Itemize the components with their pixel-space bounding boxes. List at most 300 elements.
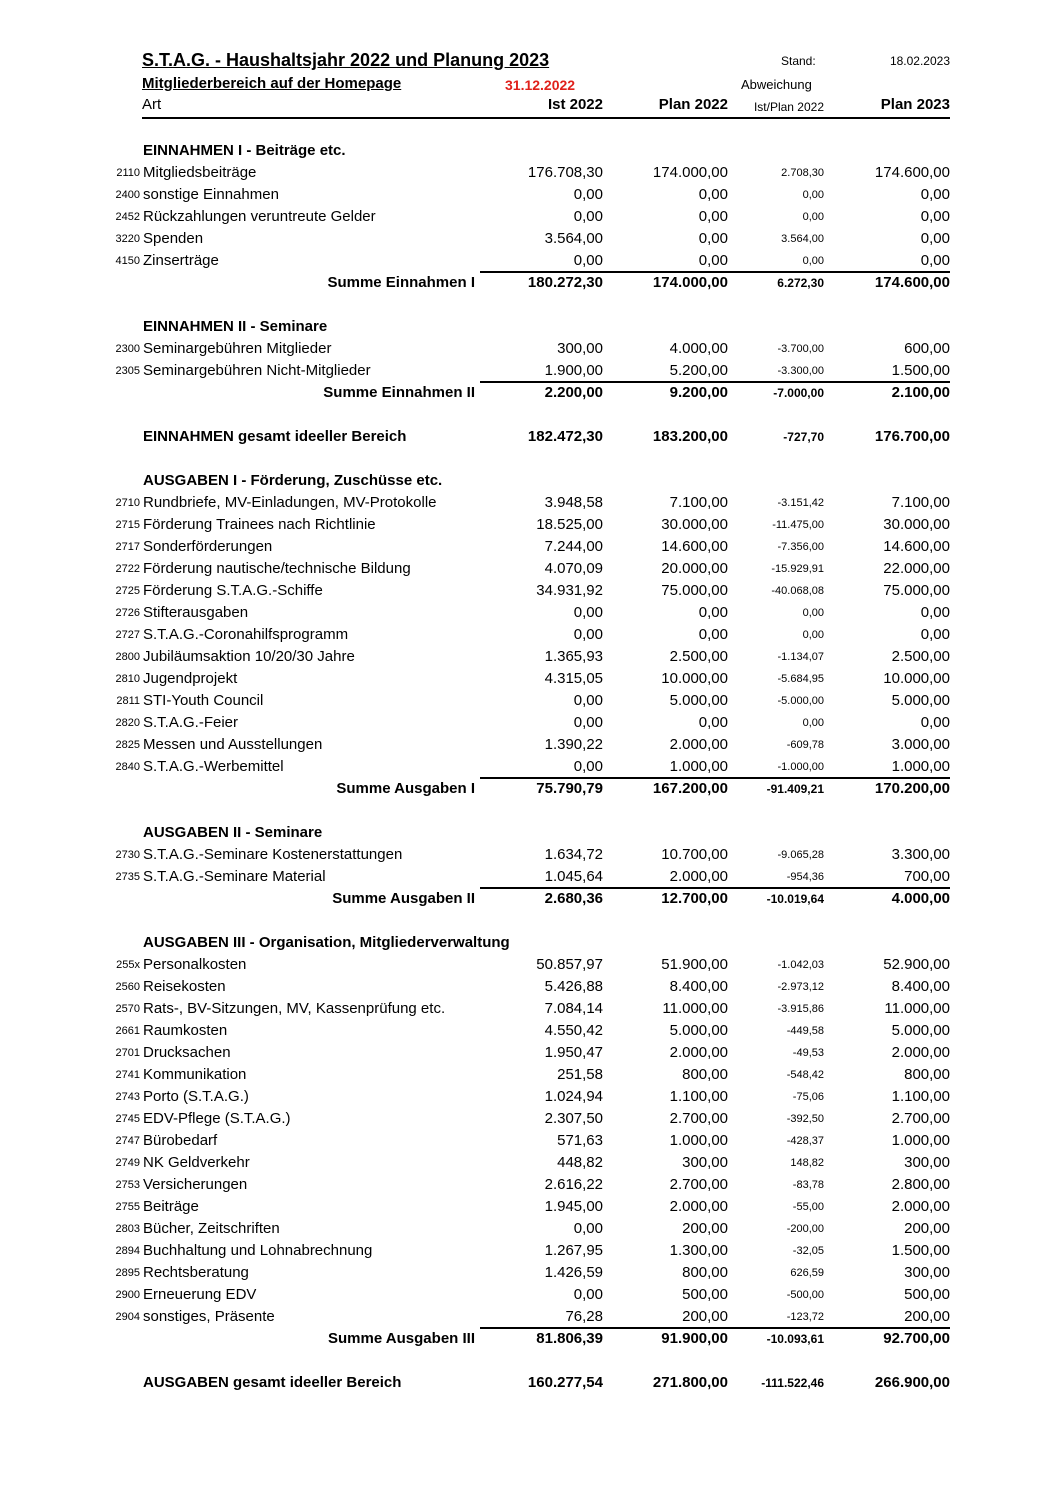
account-code: 2810 — [115, 673, 140, 685]
row-label: Raumkosten — [143, 1022, 228, 1039]
subtotal-label: Summe Ausgaben II — [332, 890, 475, 907]
row-label: Messen und Ausstellungen — [143, 736, 323, 753]
plan-2022-value: 14.600,00 — [661, 538, 728, 555]
plan-2022-value: 0,00 — [698, 714, 728, 731]
account-code: 2560 — [115, 981, 140, 993]
spacer-row — [0, 404, 1058, 426]
abweichung-header: Abweichung — [741, 77, 812, 92]
row-label: sonstige Einnahmen — [143, 186, 279, 203]
row-label: S.T.A.G.-Coronahilfsprogramm — [143, 626, 349, 643]
account-code: 2749 — [115, 1157, 140, 1169]
plan-2022-value: 1.000,00 — [669, 1132, 728, 1149]
ist-2022-value: 0,00 — [573, 186, 603, 203]
account-code: 2741 — [115, 1069, 140, 1081]
plan-2022-value: 0,00 — [698, 186, 728, 203]
deviation-value: -111.522,46 — [761, 1376, 824, 1390]
total-row — [0, 1372, 1058, 1394]
deviation-value: 2.708,30 — [781, 167, 824, 179]
plan-2023-value: 1.500,00 — [891, 1242, 950, 1259]
section-title: AUSGABEN II - Seminare — [143, 824, 323, 841]
table-row — [0, 360, 1058, 382]
plan-2023-value: 14.600,00 — [883, 538, 950, 555]
page-title: S.T.A.G. - Haushaltsjahr 2022 und Planung 2023 — [142, 50, 550, 70]
plan-2023-value: 0,00 — [920, 186, 950, 203]
row-label: Buchhaltung und Lohnabrechnung — [143, 1242, 373, 1259]
ist-2022-value: 2.680,36 — [544, 890, 603, 907]
plan-2022-value: 2.700,00 — [669, 1176, 728, 1193]
plan-2022-value: 11.000,00 — [662, 1000, 728, 1017]
plan-2023-value: 0,00 — [920, 252, 950, 269]
ist-2022-value: 1.945,00 — [544, 1198, 603, 1215]
plan-2022-value: 7.100,00 — [669, 494, 728, 511]
deviation-value: -548,42 — [786, 1069, 824, 1081]
table-row — [0, 162, 1058, 184]
account-code: 2300 — [115, 343, 140, 355]
ist-2022-value: 0,00 — [573, 692, 603, 709]
plan-2022-value: 0,00 — [698, 604, 728, 621]
row-label: Bücher, Zeitschriften — [143, 1220, 280, 1237]
ist-2022-value: 3.948,58 — [544, 494, 603, 511]
subtotal-row — [0, 778, 1058, 800]
account-code: 2825 — [115, 739, 140, 751]
account-code: 2900 — [115, 1289, 140, 1301]
subtotal-row — [0, 272, 1058, 294]
ist-2022-value: 7.244,00 — [544, 538, 603, 555]
deviation-value: -10.019,64 — [766, 892, 824, 906]
deviation-value: 148,82 — [790, 1157, 824, 1169]
row-label: S.T.A.G.-Feier — [143, 714, 239, 731]
ist-2022-value: 1.390,22 — [544, 736, 603, 753]
row-label: Rechtsberatung — [143, 1264, 249, 1281]
deviation-value: 0,00 — [802, 629, 824, 641]
plan-2022-value: 1.000,00 — [669, 758, 728, 775]
plan-2023-value: 3.300,00 — [891, 846, 950, 863]
table-row — [0, 1218, 1058, 1240]
account-code: 2743 — [115, 1091, 140, 1103]
ist-2022-value: 0,00 — [573, 1220, 603, 1237]
plan-2023-value: 92.700,00 — [883, 1330, 950, 1347]
plan-2022-value: 2.000,00 — [669, 736, 728, 753]
table-row — [0, 1152, 1058, 1174]
plan-2022-value: 2.000,00 — [669, 1044, 728, 1061]
account-code: 2730 — [115, 849, 140, 861]
reference-date: 31.12.2022 — [505, 77, 576, 93]
ist-2022-value: 0,00 — [573, 604, 603, 621]
plan-2022-value: 174.000,00 — [652, 274, 728, 291]
plan-2022-value: 5.200,00 — [669, 362, 728, 379]
section-title: AUSGABEN I - Förderung, Zuschüsse etc. — [143, 472, 443, 489]
total-label: AUSGABEN gesamt ideeller Bereich — [143, 1374, 402, 1391]
row-label: Versicherungen — [143, 1176, 248, 1193]
plan-2023-value: 2.500,00 — [891, 648, 950, 665]
account-code: 2840 — [115, 761, 140, 773]
plan-2023-value: 5.000,00 — [891, 1022, 950, 1039]
deviation-value: 0,00 — [802, 255, 824, 267]
ist-2022-value: 81.806,39 — [536, 1330, 603, 1347]
spacer-row — [0, 800, 1058, 822]
row-label: Beiträge — [143, 1198, 199, 1215]
plan-2023-value: 600,00 — [904, 340, 950, 357]
subtotal-label: Summe Einnahmen II — [323, 384, 475, 401]
deviation-value: 0,00 — [802, 717, 824, 729]
section-title: EINNAHMEN II - Seminare — [143, 318, 328, 335]
plan-2022-value: 300,00 — [682, 1154, 728, 1171]
row-label: Rückzahlungen veruntreute Gelder — [143, 208, 376, 225]
subtotal-row — [0, 382, 1058, 404]
account-code: 2904 — [115, 1311, 140, 1323]
deviation-value: -55,00 — [792, 1201, 824, 1213]
account-code: 2570 — [115, 1003, 140, 1015]
deviation-value: -428,37 — [786, 1135, 824, 1147]
account-code: 2110 — [116, 167, 140, 179]
deviation-value: -3.915,86 — [777, 1003, 824, 1015]
plan-2023-value: 0,00 — [920, 604, 950, 621]
table-row — [0, 1174, 1058, 1196]
page-subtitle: Mitgliederbereich auf der Homepage — [142, 75, 402, 92]
plan-2023-value: 4.000,00 — [891, 890, 950, 907]
row-label: Rats-, BV-Sitzungen, MV, Kassenprüfung etc. — [143, 1000, 446, 1017]
plan-2023-value: 0,00 — [920, 230, 950, 247]
row-label: NK Geldverkehr — [143, 1154, 250, 1171]
table-row — [0, 1284, 1058, 1306]
deviation-value: -1.000,00 — [777, 761, 824, 773]
table-row — [0, 1130, 1058, 1152]
deviation-value: -83,78 — [792, 1179, 824, 1191]
plan-2022-value: 800,00 — [682, 1264, 728, 1281]
plan-2023-value: 2.000,00 — [891, 1044, 950, 1061]
table-row — [0, 558, 1058, 580]
row-label: Porto (S.T.A.G.) — [143, 1088, 249, 1105]
ist-2022-value: 0,00 — [573, 252, 603, 269]
section-title: EINNAHMEN I - Beiträge etc. — [143, 142, 346, 159]
row-label: Sonderförderungen — [143, 538, 273, 555]
deviation-value: -727,70 — [783, 430, 824, 444]
account-code: 2727 — [115, 629, 140, 641]
ist-2022-value: 76,28 — [565, 1308, 603, 1325]
deviation-value: 626,59 — [790, 1267, 824, 1279]
section-title: AUSGABEN III - Organisation, Mitgliederverwaltung — [143, 934, 510, 951]
ist-2022-value: 182.472,30 — [527, 428, 603, 445]
table-row — [0, 866, 1058, 888]
table-row — [0, 1196, 1058, 1218]
deviation-value: -7.356,00 — [777, 541, 824, 553]
ist-2022-value: 1.024,94 — [544, 1088, 603, 1105]
section-header — [0, 316, 1058, 338]
plan-2023-value: 174.600,00 — [874, 274, 950, 291]
deviation-value: -49,53 — [792, 1047, 824, 1059]
account-code: 2895 — [115, 1267, 140, 1279]
column-header-art: Art — [142, 96, 162, 113]
table-row — [0, 668, 1058, 690]
subtotal-label: Summe Einnahmen I — [327, 274, 475, 291]
account-code: 2745 — [115, 1113, 140, 1125]
subtotal-row — [0, 888, 1058, 910]
deviation-value: -3.300,00 — [777, 365, 824, 377]
plan-2022-value: 0,00 — [698, 208, 728, 225]
plan-2023-value: 2.000,00 — [891, 1198, 950, 1215]
table-row — [0, 1042, 1058, 1064]
ist-2022-value: 2.200,00 — [544, 384, 603, 401]
account-code: 2305 — [115, 365, 140, 377]
total-row — [0, 426, 1058, 448]
account-code: 2715 — [115, 519, 140, 531]
table-row — [0, 1240, 1058, 1262]
column-header-ist-plan: Ist/Plan 2022 — [753, 100, 824, 114]
section-header — [0, 932, 1058, 954]
column-header-plan-2022: Plan 2022 — [658, 96, 728, 113]
ist-2022-value: 4.070,09 — [544, 560, 603, 577]
plan-2023-value: 52.900,00 — [883, 956, 950, 973]
table-row — [0, 712, 1058, 734]
header-divider — [142, 117, 950, 119]
table-row — [0, 228, 1058, 250]
deviation-value: -123,72 — [786, 1311, 824, 1323]
deviation-value: 6.272,30 — [777, 276, 824, 290]
plan-2023-value: 8.400,00 — [891, 978, 950, 995]
plan-2022-value: 0,00 — [698, 252, 728, 269]
ist-2022-value: 1.634,72 — [544, 846, 603, 863]
row-label: Reisekosten — [143, 978, 226, 995]
plan-2023-value: 300,00 — [904, 1154, 950, 1171]
ist-2022-value: 0,00 — [573, 1286, 603, 1303]
spacer-row — [0, 1350, 1058, 1372]
account-code: 2701 — [115, 1047, 140, 1059]
plan-2023-value: 0,00 — [920, 626, 950, 643]
ist-2022-value: 4.315,05 — [544, 670, 603, 687]
plan-2022-value: 0,00 — [698, 626, 728, 643]
table-row — [0, 206, 1058, 228]
table-row — [0, 1086, 1058, 1108]
account-code: 2661 — [115, 1025, 140, 1037]
deviation-value: -15.929,91 — [771, 563, 824, 575]
deviation-value: -3.700,00 — [777, 343, 824, 355]
plan-2023-value: 300,00 — [904, 1264, 950, 1281]
row-label: Seminargebühren Nicht-Mitglieder — [143, 362, 371, 379]
plan-2023-value: 2.800,00 — [891, 1176, 950, 1193]
row-label: S.T.A.G.-Werbemittel — [143, 758, 284, 775]
row-label: EDV-Pflege (S.T.A.G.) — [143, 1110, 291, 1127]
plan-2022-value: 20.000,00 — [661, 560, 728, 577]
plan-2023-value: 170.200,00 — [874, 780, 950, 797]
plan-2023-value: 22.000,00 — [883, 560, 950, 577]
ist-2022-value: 160.277,54 — [527, 1374, 603, 1391]
total-label: EINNAHMEN gesamt ideeller Bereich — [143, 428, 407, 445]
plan-2022-value: 5.000,00 — [669, 1022, 728, 1039]
row-label: S.T.A.G.-Seminare Kostenerstattungen — [143, 846, 403, 863]
account-code: 2753 — [115, 1179, 140, 1191]
ist-2022-value: 1.267,95 — [544, 1242, 603, 1259]
table-row — [0, 756, 1058, 778]
account-code: 2710 — [115, 497, 140, 509]
plan-2022-value: 30.000,00 — [661, 516, 728, 533]
ist-2022-value: 34.931,92 — [536, 582, 603, 599]
row-label: Kommunikation — [143, 1066, 247, 1083]
account-code: 2722 — [115, 563, 140, 575]
row-label: Spenden — [143, 230, 204, 247]
deviation-value: -75,06 — [792, 1091, 824, 1103]
account-code: 2452 — [115, 211, 140, 223]
table-row — [0, 184, 1058, 206]
plan-2022-value: 8.400,00 — [669, 978, 728, 995]
plan-2023-value: 5.000,00 — [891, 692, 950, 709]
account-code: 2820 — [115, 717, 140, 729]
plan-2022-value: 91.900,00 — [661, 1330, 728, 1347]
deviation-value: -500,00 — [786, 1289, 824, 1301]
plan-2022-value: 2.000,00 — [669, 1198, 728, 1215]
plan-2022-value: 200,00 — [682, 1220, 728, 1237]
deviation-value: -2.973,12 — [777, 981, 824, 993]
plan-2023-value: 174.600,00 — [874, 164, 950, 181]
plan-2023-value: 3.000,00 — [891, 736, 950, 753]
ist-2022-value: 1.426,59 — [544, 1264, 603, 1281]
plan-2022-value: 500,00 — [682, 1286, 728, 1303]
table-row — [0, 338, 1058, 360]
account-code: 2800 — [115, 651, 140, 663]
row-label: Bürobedarf — [143, 1132, 218, 1149]
plan-2022-value: 75.000,00 — [661, 582, 728, 599]
account-code: 2755 — [115, 1201, 140, 1213]
table-row — [0, 734, 1058, 756]
spacer-row — [0, 448, 1058, 470]
column-header-ist-2022: Ist 2022 — [547, 96, 603, 113]
account-code: 2400 — [115, 189, 140, 201]
plan-2022-value: 4.000,00 — [669, 340, 728, 357]
stand-label: Stand: — [781, 54, 816, 68]
row-label: Mitgliedsbeiträge — [143, 164, 257, 181]
section-header — [0, 140, 1058, 162]
table-row — [0, 690, 1058, 712]
table-row — [0, 514, 1058, 536]
plan-2022-value: 12.700,00 — [661, 890, 728, 907]
row-label: Rundbriefe, MV-Einladungen, MV-Protokolle — [143, 494, 437, 511]
table-row — [0, 536, 1058, 558]
account-code: 2803 — [115, 1223, 140, 1235]
plan-2023-value: 1.500,00 — [891, 362, 950, 379]
plan-2023-value: 500,00 — [904, 1286, 950, 1303]
table-row — [0, 250, 1058, 272]
plan-2022-value: 10.000,00 — [661, 670, 728, 687]
plan-2022-value: 0,00 — [698, 230, 728, 247]
table-row — [0, 998, 1058, 1020]
table-row — [0, 954, 1058, 976]
ist-2022-value: 3.564,00 — [544, 230, 603, 247]
plan-2023-value: 10.000,00 — [883, 670, 950, 687]
plan-2022-value: 10.700,00 — [661, 846, 728, 863]
deviation-value: 0,00 — [802, 189, 824, 201]
ist-2022-value: 448,82 — [557, 1154, 603, 1171]
plan-2023-value: 30.000,00 — [883, 516, 950, 533]
stand-date: 18.02.2023 — [889, 54, 950, 68]
plan-2022-value: 5.000,00 — [669, 692, 728, 709]
row-label: Förderung nautische/technische Bildung — [143, 560, 411, 577]
plan-2023-value: 266.900,00 — [874, 1374, 950, 1391]
account-code: 2735 — [115, 871, 140, 883]
row-label: Personalkosten — [143, 956, 247, 973]
table-row — [0, 602, 1058, 624]
ist-2022-value: 7.084,14 — [544, 1000, 603, 1017]
subtotal-row — [0, 1328, 1058, 1350]
account-code: 3220 — [115, 233, 140, 245]
ist-2022-value: 0,00 — [573, 208, 603, 225]
table-row — [0, 492, 1058, 514]
deviation-value: -3.151,42 — [777, 497, 824, 509]
plan-2023-value: 2.700,00 — [891, 1110, 950, 1127]
plan-2023-value: 2.100,00 — [891, 384, 950, 401]
table-row — [0, 1020, 1058, 1042]
deviation-value: -609,78 — [786, 739, 824, 751]
ist-2022-value: 176.708,30 — [527, 164, 603, 181]
spacer-row — [0, 294, 1058, 316]
plan-2023-value: 200,00 — [904, 1308, 950, 1325]
row-label: Seminargebühren Mitglieder — [143, 340, 332, 357]
ist-2022-value: 180.272,30 — [527, 274, 603, 291]
plan-2023-value: 7.100,00 — [891, 494, 950, 511]
deviation-value: -5.000,00 — [777, 695, 824, 707]
table-row — [0, 624, 1058, 646]
account-code: 2747 — [115, 1135, 140, 1147]
account-code: 2726 — [115, 607, 140, 619]
ist-2022-value: 75.790,79 — [536, 780, 603, 797]
deviation-value: -1.134,07 — [777, 651, 824, 663]
plan-2022-value: 1.300,00 — [669, 1242, 728, 1259]
row-label: STI-Youth Council — [143, 692, 264, 709]
row-label: Stifterausgaben — [143, 604, 249, 621]
plan-2022-value: 800,00 — [682, 1066, 728, 1083]
section-header — [0, 470, 1058, 492]
row-label: Drucksachen — [143, 1044, 231, 1061]
table-row — [0, 580, 1058, 602]
column-header-plan-2023: Plan 2023 — [880, 96, 950, 113]
table-row — [0, 976, 1058, 998]
ist-2022-value: 50.857,97 — [536, 956, 603, 973]
plan-2022-value: 167.200,00 — [652, 780, 728, 797]
plan-2023-value: 0,00 — [920, 714, 950, 731]
ist-2022-value: 1.900,00 — [544, 362, 603, 379]
spacer-row — [0, 910, 1058, 932]
deviation-value: -10.093,61 — [766, 1332, 824, 1346]
plan-2022-value: 2.000,00 — [669, 868, 728, 885]
account-code: 2811 — [116, 695, 140, 707]
ist-2022-value: 4.550,42 — [544, 1022, 603, 1039]
table-row — [0, 1262, 1058, 1284]
plan-2023-value: 11.000,00 — [884, 1000, 950, 1017]
plan-2023-value: 1.100,00 — [891, 1088, 950, 1105]
account-code: 4150 — [115, 255, 140, 267]
row-label: Jubiläumsaktion 10/20/30 Jahre — [143, 648, 355, 665]
plan-2022-value: 183.200,00 — [652, 428, 728, 445]
deviation-value: -9.065,28 — [777, 849, 824, 861]
deviation-value: -200,00 — [786, 1223, 824, 1235]
ist-2022-value: 1.045,64 — [544, 868, 603, 885]
deviation-value: -954,36 — [786, 871, 824, 883]
ist-2022-value: 1.950,47 — [544, 1044, 603, 1061]
row-label: sonstiges, Präsente — [143, 1308, 275, 1325]
ist-2022-value: 571,63 — [557, 1132, 603, 1149]
ist-2022-value: 0,00 — [573, 758, 603, 775]
subtotal-label: Summe Ausgaben III — [328, 1330, 475, 1347]
table-row — [0, 646, 1058, 668]
subtotal-label: Summe Ausgaben I — [336, 780, 475, 797]
ist-2022-value: 2.616,22 — [544, 1176, 603, 1193]
deviation-value: -5.684,95 — [777, 673, 824, 685]
deviation-value: -449,58 — [786, 1025, 824, 1037]
ist-2022-value: 5.426,88 — [544, 978, 603, 995]
plan-2022-value: 271.800,00 — [652, 1374, 728, 1391]
table-row — [0, 844, 1058, 866]
plan-2023-value: 800,00 — [904, 1066, 950, 1083]
plan-2022-value: 2.500,00 — [669, 648, 728, 665]
row-label: S.T.A.G.-Seminare Material — [143, 868, 326, 885]
